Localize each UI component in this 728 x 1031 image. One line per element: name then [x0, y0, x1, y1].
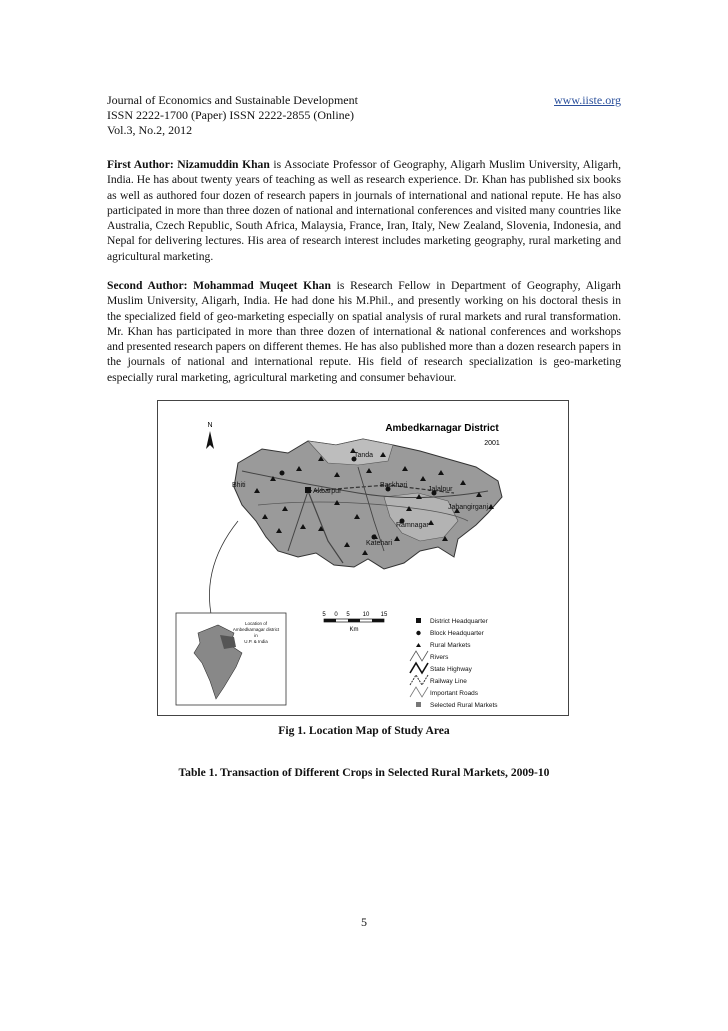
place-label: Tanda	[354, 452, 374, 459]
page-number: 5	[361, 915, 367, 929]
inset-label-line: Ambedkarnagar district	[232, 627, 280, 632]
place-label: Akbarpur	[313, 488, 342, 495]
figure-caption: Fig 1. Location Map of Study Area	[278, 724, 450, 737]
place-label: Bhiti	[232, 482, 246, 489]
legend-item: Block Headquarter	[430, 630, 484, 637]
scale-tick: 10	[362, 612, 370, 618]
road-symbol-icon	[410, 687, 428, 697]
map-year: 2001	[484, 440, 500, 447]
place-label: Jahangirganj	[448, 504, 489, 511]
legend-item: Rivers	[430, 654, 449, 661]
legend-item: Railway Line	[430, 678, 467, 685]
second-author-label: Second Author: Mohammad Muqeet Khan	[107, 279, 331, 292]
first-author-paragraph	[107, 157, 621, 264]
selected-market-symbol-icon	[416, 702, 421, 707]
inset-label-line: in	[254, 633, 258, 638]
scale-bar	[322, 612, 388, 633]
first-author-label: First Author: Nizamuddin Khan	[107, 158, 270, 171]
block-hq-symbol-icon	[416, 631, 420, 635]
scale-tick: 5	[322, 612, 326, 618]
location-map	[158, 401, 568, 715]
volume-line: Vol.3, No.2, 2012	[107, 123, 193, 137]
place-label: Baskhari	[380, 482, 408, 489]
scale-tick: 5	[346, 612, 350, 618]
journal-title: Journal of Economics and Sustainable Development	[107, 93, 358, 107]
rural-market-symbol-icon	[416, 643, 421, 647]
state-highway-symbol-icon	[410, 663, 428, 673]
map-title: Ambedkarnagar District	[385, 423, 499, 434]
legend-item: Rural Markets	[430, 642, 471, 649]
river-symbol-icon	[410, 651, 428, 661]
table-title: Table 1. Transaction of Different Crops in Selected Rural Markets, 2009-10	[178, 766, 550, 779]
issn-line: ISSN 2222-1700 (Paper) ISSN 2222-2855 (Online)	[107, 108, 354, 122]
north-label: N	[207, 422, 213, 429]
scale-unit: Km	[349, 627, 359, 633]
first-author-bio: is Associate Professor of Geography, Aligarh Muslim University, Aligarh, India. He has about twenty years of teaching as well as research experience. Dr. Khan has published six books as well as authored four dozen of research papers in journals of international and national repute. He has also participated in more than three dozen of national and international conferences and visited many countries like Australia, Czech Republic, South Africa, Malaysia, France, Iran, Italy, New Zealand, Slovenia, Indonesia, and Nepal for delivering lectures. His area of research interest includes marketing geography, rural marketing and agricultural marketing.	[107, 158, 621, 263]
second-author-bio: is Research Fellow in Department of Geography, Aligarh Muslim University, Aligarh, India. He had done his M.Phil., and presently working on his doctoral thesis in the specialized field of geo-marketing especially on spatial analysis of rural markets and rural transformation. Mr. Khan has participated in more than three dozen of international & national conferences and workshops and presented research papers on different themes. He has also published more than a dozen research papers in the journals of national and international repute. His field of research specialization is geo-marketing especially rural marketing, agricultural marketing and consumer behaviour.	[107, 279, 621, 384]
journal-header	[107, 93, 621, 138]
north-arrow-icon	[206, 422, 214, 449]
map-legend	[410, 618, 498, 709]
inset-label-line: U.P. & India	[244, 639, 268, 644]
legend-item: Important Roads	[430, 690, 479, 697]
railway-symbol-icon	[410, 675, 428, 685]
scale-tick: 0	[334, 612, 338, 618]
district-hq-symbol-icon	[416, 618, 421, 623]
place-label: Katehari	[366, 540, 393, 547]
place-label: Ramnagar	[396, 522, 429, 529]
inset-label-line: Location of	[244, 621, 268, 626]
legend-item: Selected Rural Markets	[430, 702, 498, 709]
scale-tick: 15	[380, 612, 388, 618]
journal-url-link[interactable]: www.iiste.org	[554, 93, 621, 107]
place-label: Jalalpur	[428, 486, 453, 493]
location-map-figure	[157, 400, 569, 716]
legend-item: State Highway	[430, 666, 472, 673]
legend-item: District Headquarter	[430, 618, 488, 625]
second-author-paragraph	[107, 278, 621, 385]
